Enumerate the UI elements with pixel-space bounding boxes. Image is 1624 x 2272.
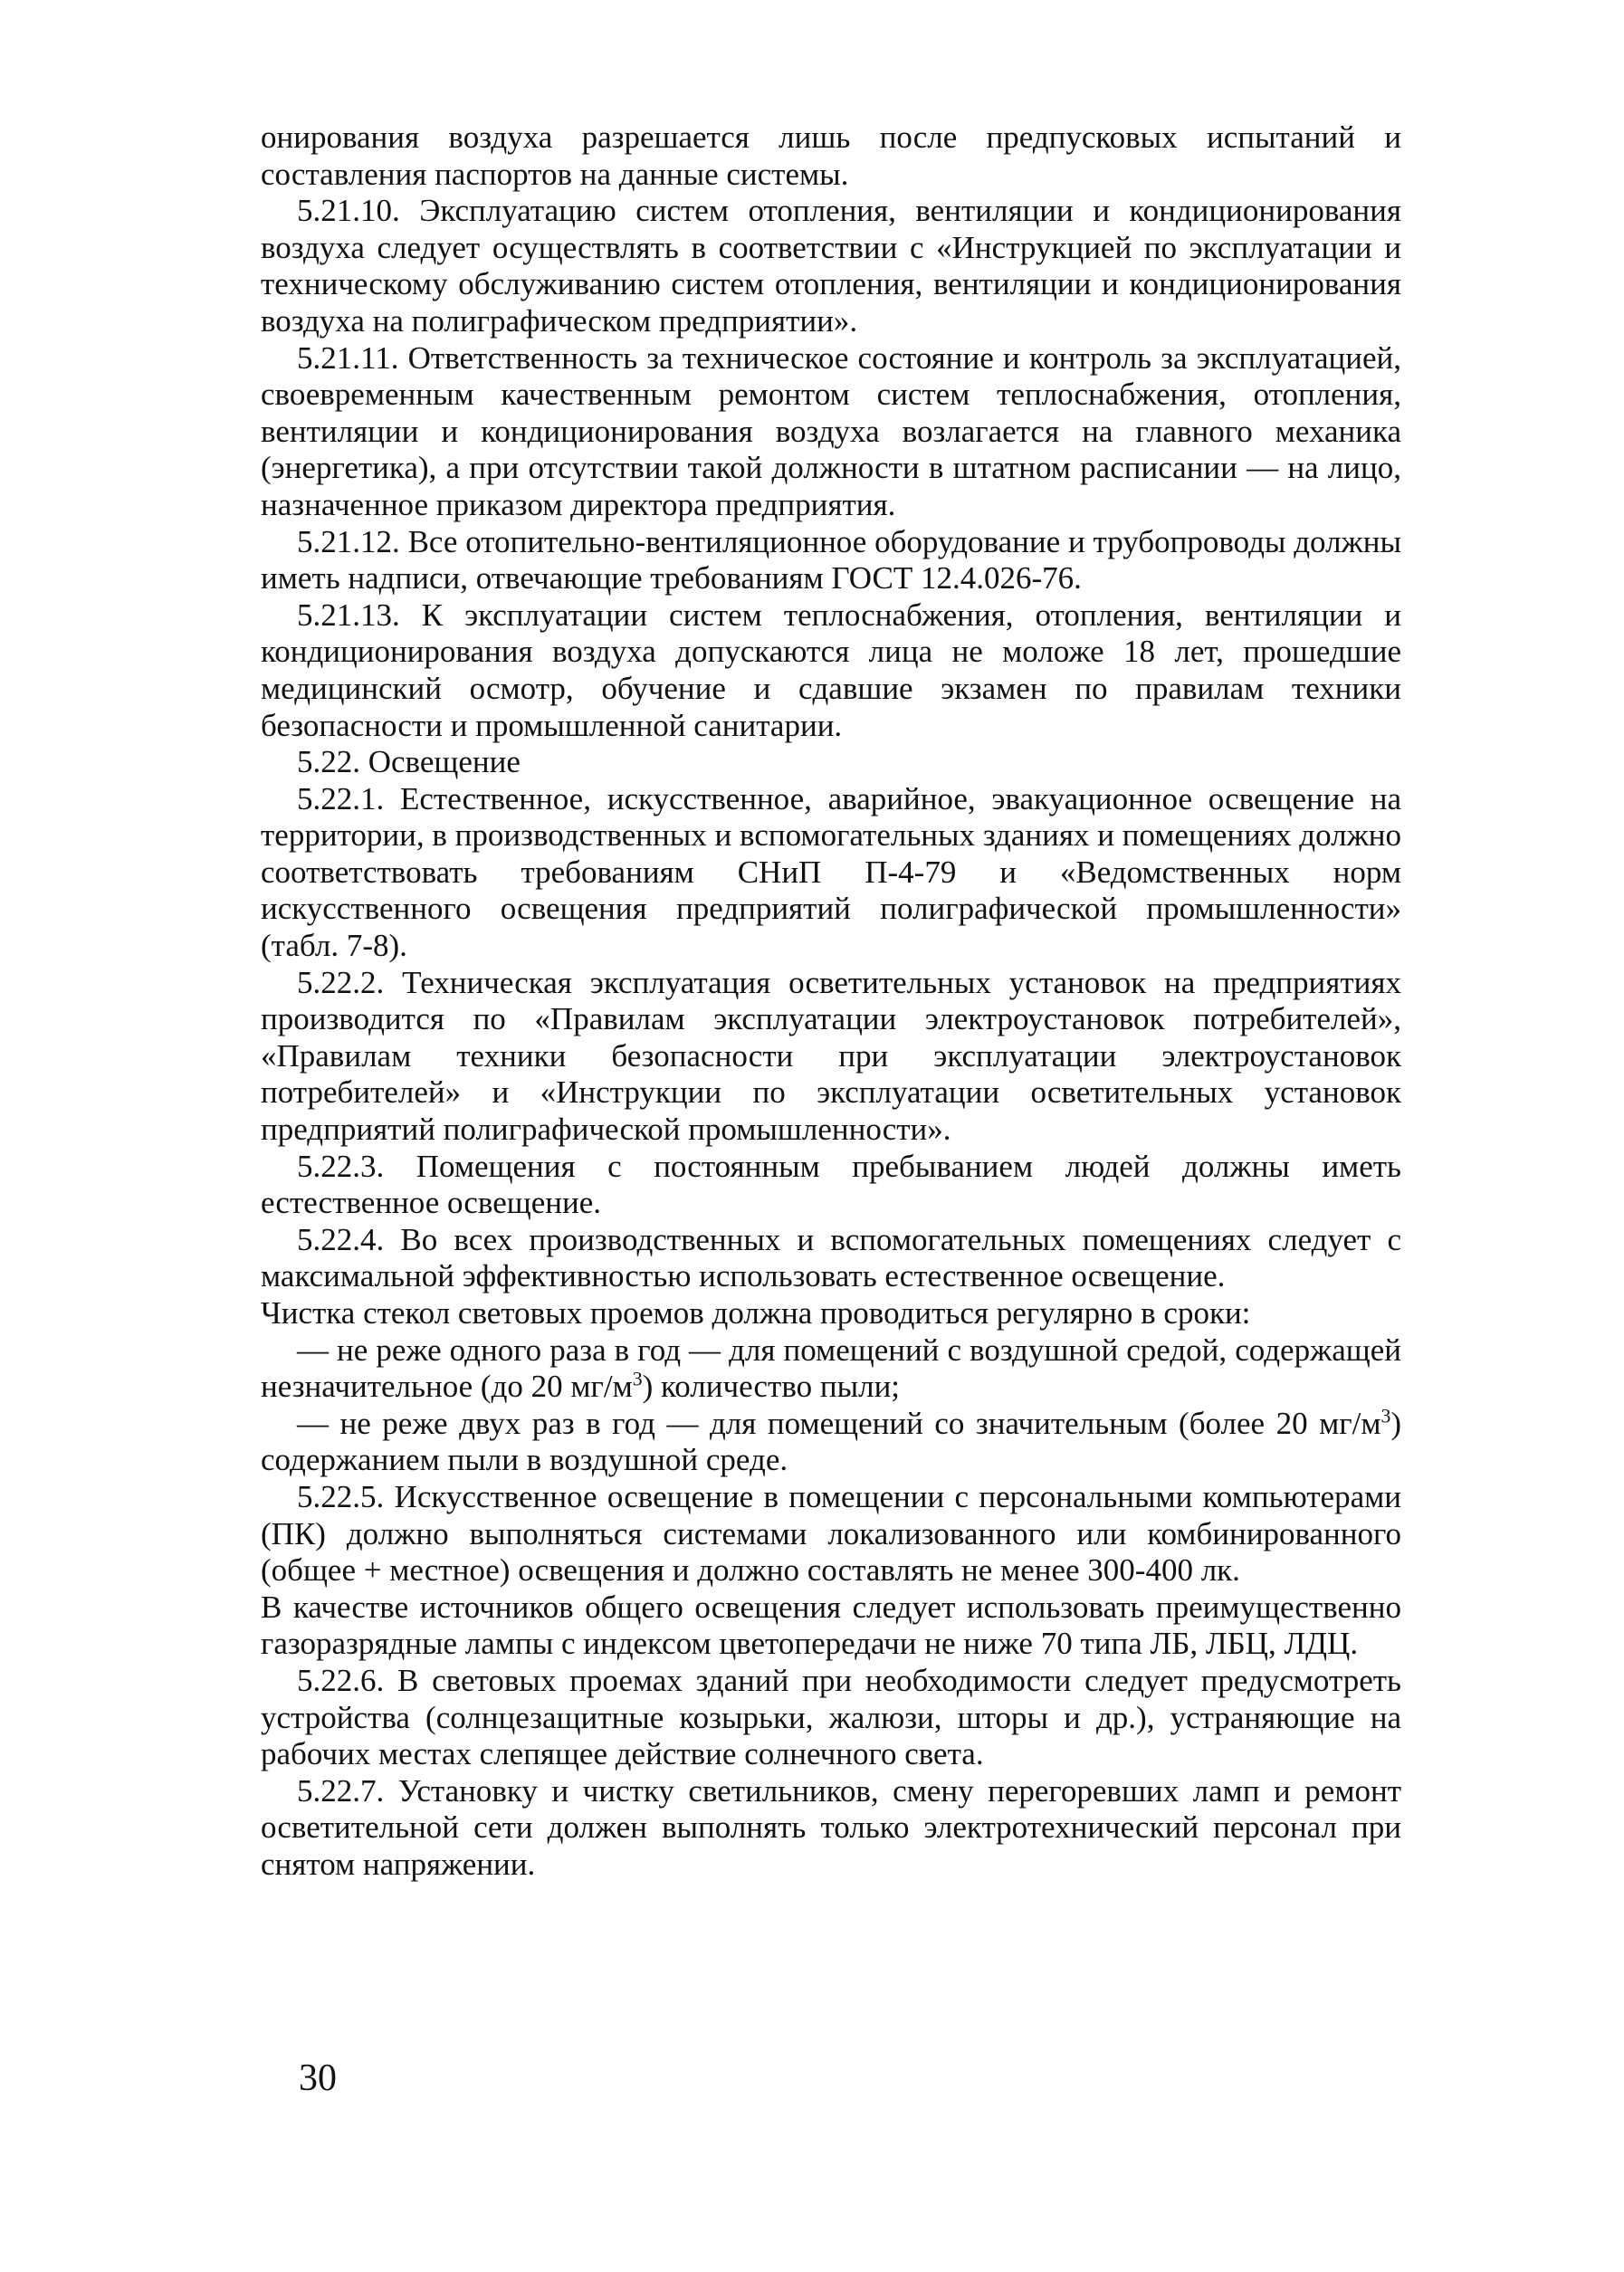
paragraph: 5.22.2. Техническая эксплуатация осветительных установок на предприятиях производится по «Правилам эксплуатации электроустановок потребителей», «Правилам техники безопасности при эксплуатации электроустановок потребителей» и «Инструкции по эксплуатации осветительных установок предприятий полиграфической промышленности». <box>261 964 1401 1148</box>
paragraph: 5.22.7. Установку и чистку светильников, смену перегоревших ламп и ремонт осветительной сети должен выполнять только электротехнический персонал при снятом напряжении. <box>261 1772 1401 1882</box>
paragraph: 5.22.4. Во всех производственных и вспомогательных помещениях следует с максимальной эффективностью использовать естественное освещение. <box>261 1221 1401 1294</box>
paragraph: 5.21.10. Эксплуатацию систем отопления, вентиляции и кондиционирования воздуха следует осуществлять в соответствии с «Инструкцией по эксплуатации и техническому обслуживанию систем отопления, вентиляции и кондиционирования воздуха на полиграфическом предприятии». <box>261 193 1401 339</box>
paragraph: В качестве источников общего освещения следует использовать преимущественно газоразрядные лампы с индексом цветопередачи не ниже 70 типа ЛБ, ЛБЦ, ЛДЦ. <box>261 1589 1401 1662</box>
list-item-text-end: ) содержанием пыли в воздушной среде. <box>261 1405 1401 1478</box>
paragraph: 5.22.6. В световых проемах зданий при необходимости следует предусмотреть устройства (солнцезащитные козырьки, жалюзи, шторы и др.), устраняющие на рабочих местах слепящее действие солнечного света. <box>261 1662 1401 1772</box>
paragraph: 5.21.12. Все отопительно-вентиляционное оборудование и трубопроводы должны иметь надписи, отвечающие требованиям ГОСТ 12.4.026-76. <box>261 523 1401 597</box>
paragraph: Чистка стекол световых проемов должна проводиться регулярно в сроки: <box>261 1295 1251 1331</box>
body-text <box>261 119 1401 1884</box>
superscript: 3 <box>632 1368 643 1390</box>
paragraph: 5.22.5. Искусственное освещение в помещении с персональными компьютерами (ПК) должно выполняться системами локализованного или комбинированного (общее + местное) освещения и должно составлять не менее 300-400 лк. <box>261 1478 1401 1589</box>
list-item-text: — не реже двух раз в год — для помещений со значительным (более 20 мг/м <box>297 1405 1381 1441</box>
paragraph: 5.21.11. Ответственность за техническое состояние и контроль за эксплуатацией, своевременным качественным ремонтом систем теплоснабжения, отопления, вентиляции и кондиционирования воздуха возлагается на главного механика (энергетика), а при отсутствии такой должности в штатном расписании — на лицо, назначенное приказом директора предприятия. <box>261 339 1401 522</box>
paragraph: 5.22.3. Помещения с постоянным пребыванием людей должны иметь естественное освещение. <box>261 1148 1401 1221</box>
page-number: 30 <box>299 2057 337 2099</box>
paragraph: онирования воздуха разрешается лишь после предпусковых испытаний и составления паспортов на данные системы. <box>261 119 1401 192</box>
list-item-text-end: ) количество пыли; <box>642 1369 901 1405</box>
superscript: 3 <box>1380 1405 1391 1427</box>
paragraph: 5.21.13. К эксплуатации систем теплоснабжения, отопления, вентиляции и кондиционирования воздуха допускаются лица не моложе 18 лет, прошедшие медицинский осмотр, обучение и сдавшие экзамен по правилам техники безопасности и промышленной санитарии. <box>261 597 1401 743</box>
list-item <box>261 1406 1401 1479</box>
paragraph: 5.22.1. Естественное, искусственное, аварийное, эвакуационное освещение на территории, в производственных и вспомогательных зданиях и помещениях должно соответствовать требованиям СНиП П-4-79 и «Ведомственных норм искусственного освещения предприятий полиграфической промышленности» (табл. 7-8). <box>261 780 1401 964</box>
section-heading: 5.22. Освещение <box>297 744 521 780</box>
list-item-text: — не реже одного раза в год — для помещений с воздушной средой, содержащей незначительное (до 20 мг/м <box>261 1332 1401 1405</box>
list-item <box>261 1332 1401 1406</box>
